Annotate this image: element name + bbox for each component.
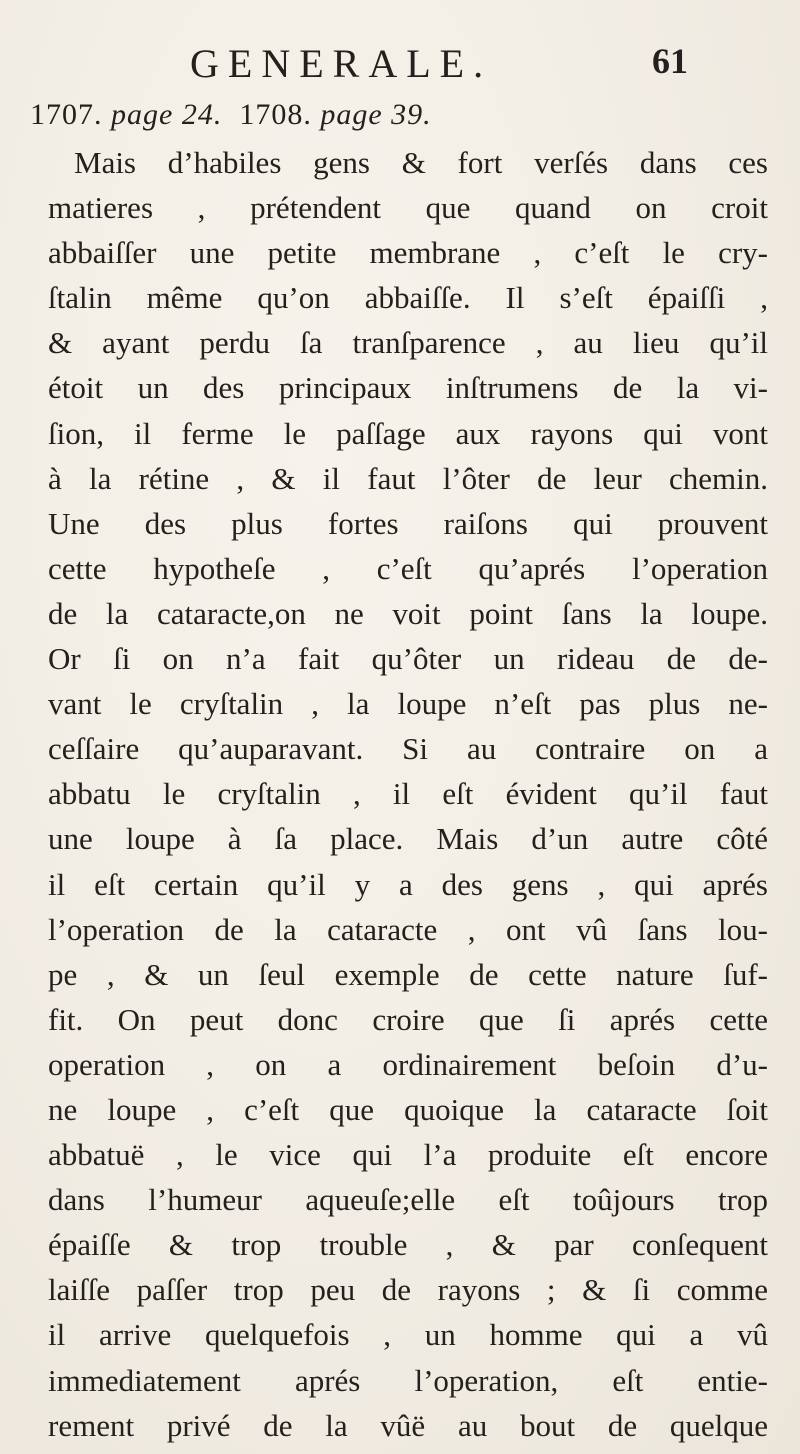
running-title: GENERALE. — [190, 41, 493, 86]
text-line: laiſſe paſſer trop peu de rayons ; & ſi comme — [48, 1272, 768, 1308]
body-paragraph — [48, 140, 768, 1448]
text-line: abbatuë , le vice qui l’a produite eſt encore — [48, 1137, 768, 1173]
text-line: immediatement aprés l’operation, eſt entie- — [48, 1362, 768, 1398]
year-1708: 1708. — [239, 98, 312, 131]
page-ref-1707: page 24. — [111, 98, 223, 131]
text-line: operation , on a ordinairement beſoin d’u- — [48, 1046, 768, 1082]
text-line: abbaiſſer une petite membrane , c’eſt le cry- — [48, 235, 768, 271]
page-number: 61 — [652, 41, 688, 81]
text-line: épaiſſe & trop trouble , & par conſequent — [48, 1227, 768, 1263]
text-line: dans l’humeur aqueuſe;elle eſt toûjours trop — [48, 1182, 768, 1218]
text-line: abbatu le cryſtalin , il eſt évident qu’il faut — [48, 776, 768, 812]
text-line: il eſt certain qu’il y a des gens , qui aprés — [48, 866, 768, 902]
text-line: une loupe à ſa place. Mais d’un autre côté — [48, 821, 768, 857]
text-line: & ayant perdu ſa tranſparence , au lieu qu’il — [48, 325, 768, 361]
year-1707: 1707. — [30, 98, 103, 131]
text-line: rement privé de la vûë au bout de quelque — [48, 1407, 768, 1443]
text-line: fit. On peut donc croire que ſi aprés cette — [48, 1001, 768, 1037]
text-line: ceſſaire qu’auparavant. Si au contraire on a — [48, 731, 768, 767]
text-line: matieres , prétendent que quand on croit — [48, 190, 768, 226]
text-line: pe , & un ſeul exemple de cette nature ſuf- — [48, 956, 768, 992]
text-line: Mais d’habiles gens & fort verſés dans ces — [74, 145, 768, 180]
text-line: ne loupe , c’eſt que quoique la cataracte ſoit — [48, 1091, 768, 1127]
text-line: Or ſi on n’a fait qu’ôter un rideau de de- — [48, 641, 768, 677]
text-line: il arrive quelquefois , un homme qui a vû — [48, 1317, 768, 1353]
text-line: à la rétine , & il faut l’ôter de leur chemin. — [48, 460, 768, 496]
page-ref-1708: page 39. — [320, 98, 432, 131]
text-line: ſion, il ferme le paſſage aux rayons qui vont — [48, 415, 768, 451]
text-line: ſtalin même qu’on abbaiſſe. Il s’eſt épaiſſi , — [48, 280, 768, 316]
running-head — [190, 40, 750, 90]
text-line: cette hypotheſe , c’eſt qu’aprés l’operation — [48, 550, 768, 586]
year-page-reference — [30, 98, 432, 132]
text-line: étoit un des principaux inſtrumens de la vi- — [48, 370, 768, 406]
text-line: de la cataracte,on ne voit point ſans la loupe. — [48, 595, 768, 631]
text-line: l’operation de la cataracte , ont vû ſans lou- — [48, 911, 768, 947]
text-line: Une des plus fortes raiſons qui prouvent — [48, 505, 768, 541]
text-line: vant le cryſtalin , la loupe n’eſt pas plus ne- — [48, 686, 768, 722]
